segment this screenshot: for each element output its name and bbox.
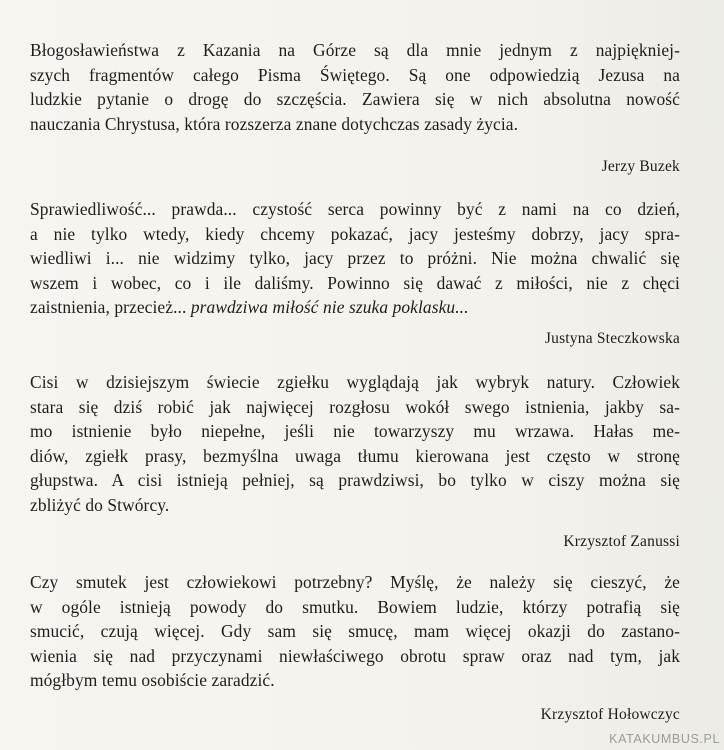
quote-line: w ogóle istnieją powody do smutku. Bowiem ludzie, którzy potrafią się — [30, 596, 680, 617]
quote-line: szych fragmentów całego Pisma Świętego. Są one odpowiedzią Jezusa na — [30, 64, 680, 85]
quote-line: Czy smutek jest człowiekowi potrzebny? Myślę, że należy się cieszyć, że — [30, 572, 680, 592]
quote-author: Krzysztof Hołowczyc — [540, 706, 680, 723]
quote-entry-2 — [30, 197, 680, 347]
quote-line-italic: prawdziwa miłość nie szuka poklasku... — [190, 297, 469, 317]
quote-entry-1 — [30, 38, 680, 175]
quote-line: a nie tylko wtedy, kiedy chcemy pokazać, jacy jesteśmy dobrzy, jacy spra- — [30, 223, 680, 244]
quote-line: Cisi w dzisiejszym świecie zgiełku wyglądają jak wybryk natury. Człowiek — [30, 372, 680, 392]
quote-line: Błogosławieństwa z Kazania na Górze są dla mnie jednym z najpiękniej- — [30, 40, 680, 60]
quote-line: ludzkie pytanie o drogę do szczęścia. Zawiera się w nich absolutna nowość — [30, 89, 680, 109]
quote-author: Justyna Steczkowska — [544, 330, 680, 347]
quote-line-plain: zaistnienia, przecież... — [30, 297, 191, 317]
quote-author: Krzysztof Zanussi — [563, 533, 680, 550]
quote-line: smucić, czują więcej. Gdy sam się smucę, mam więcej okazji do zastano- — [30, 621, 680, 641]
quote-line: głupstwa. A cisi istnieją pełniej, są prawdziwsi, bo tylko w ciszy można się — [30, 470, 680, 490]
quote-line: mógłbym temu osobiście zaradzić. — [30, 670, 275, 690]
quote-line: wienia się nad przyczynami niewłaściwego obrotu spraw oraz nad tym, jak — [30, 645, 680, 666]
quote-line: wiedliwi i... nie widzimy tylko, jacy przez to próżni. Nie można chwalić się — [30, 248, 680, 268]
quote-author: Jerzy Buzek — [601, 158, 680, 175]
quote-line: Sprawiedliwość... prawda... czystość serca powinny być z nami na co dzień, — [30, 199, 680, 219]
quote-text — [30, 370, 680, 517]
quote-entry-3 — [30, 370, 680, 550]
quote-line: nauczania Chrystusa, która rozszerza znane dotychczas zasady życia. — [30, 113, 519, 134]
quote-line: zbliżyć do Stwórcy. — [30, 494, 170, 515]
quote-line: stara się dziś robić jak najwięcej rozgłosu wokół swego istnienia, jakby sa- — [30, 396, 680, 417]
quote-text — [30, 38, 680, 136]
quote-line — [30, 295, 680, 320]
quote-entry-4 — [30, 570, 680, 723]
quote-line: wszem i wobec, co i ile daliśmy. Powinno się dawać z miłości, nie z chęci — [30, 272, 680, 293]
quote-line: diów, zgiełk prasy, bezmyślna uwaga tłumu kierowana jest często w stronę — [30, 445, 680, 466]
quote-line: mo istnienie było niepełne, jeśli nie towarzyszy mu wrzawa. Hałas me- — [30, 421, 680, 441]
quote-text — [30, 197, 680, 320]
site-watermark: KATAKUMBUS.PL — [609, 732, 720, 746]
quote-text — [30, 570, 680, 693]
